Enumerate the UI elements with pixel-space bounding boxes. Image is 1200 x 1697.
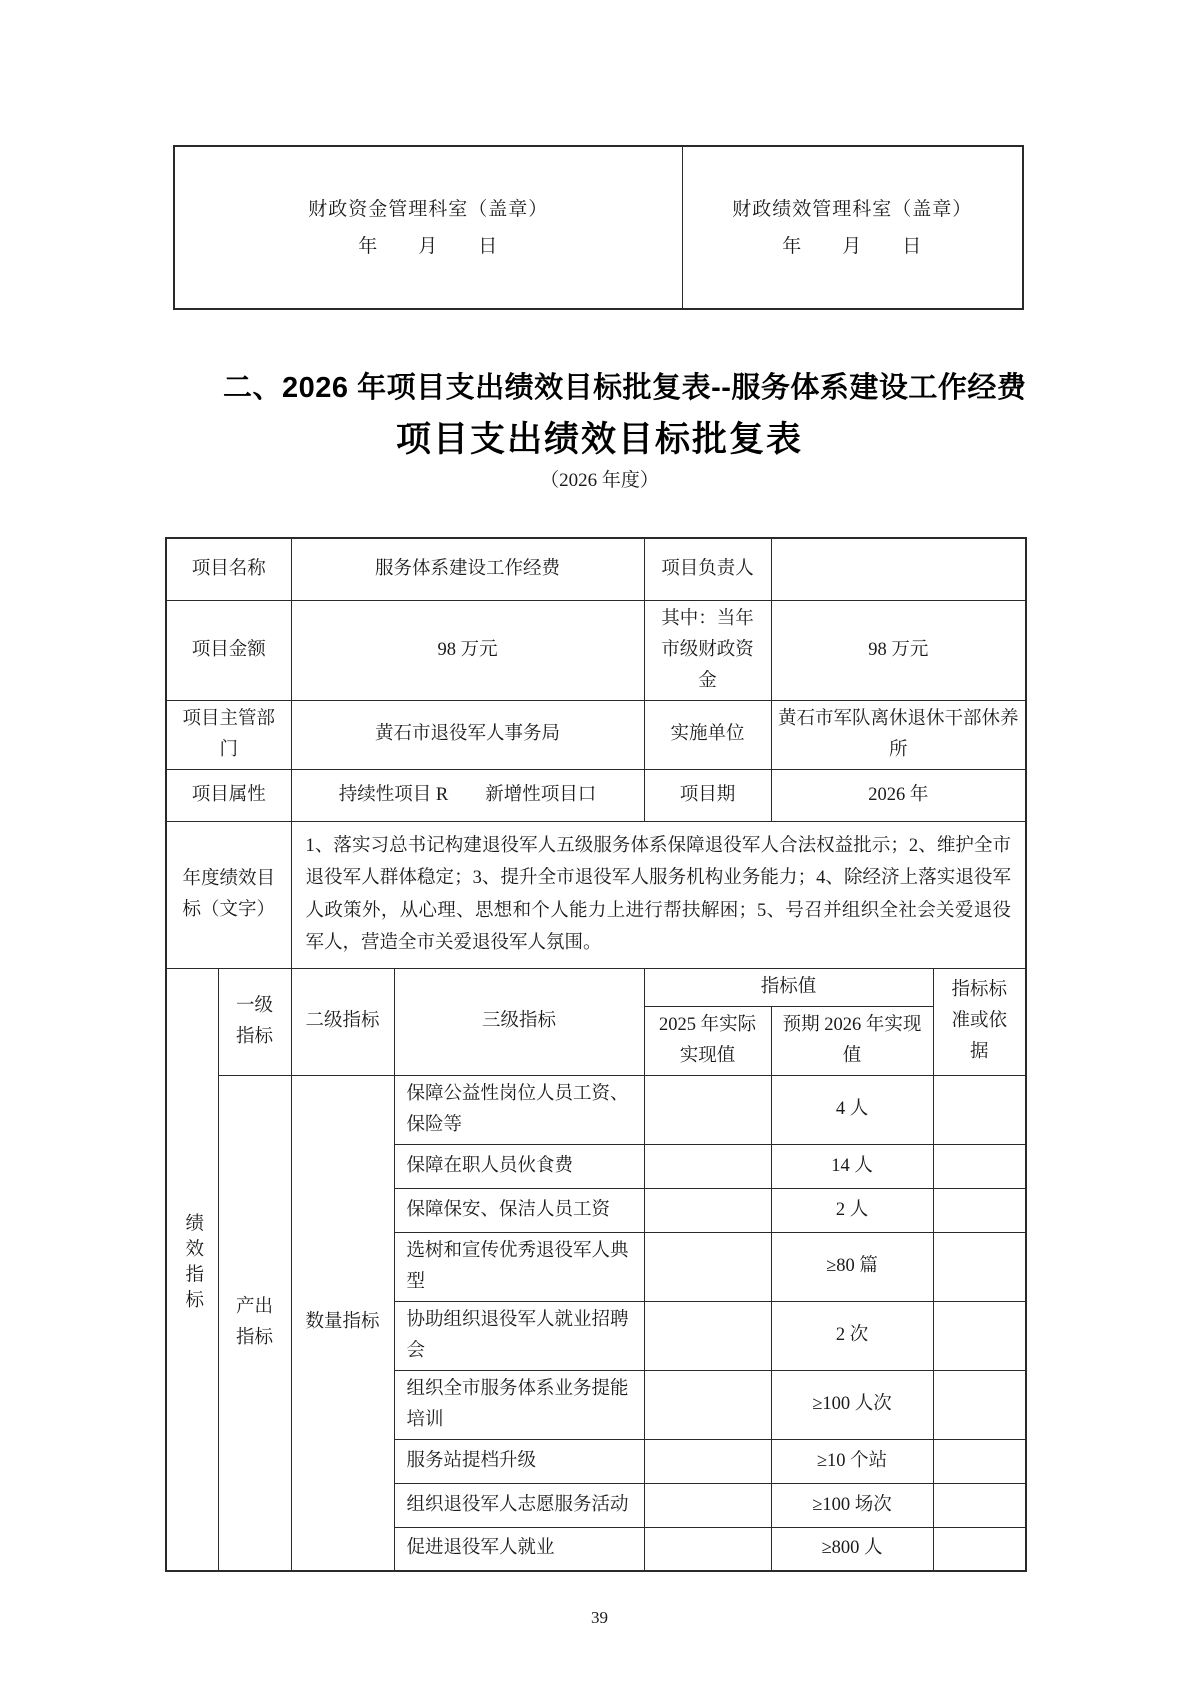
page-title: 项目支出绩效目标批复表 — [395, 420, 803, 459]
indicator-2025 — [644, 1370, 771, 1439]
side-label-performance-indicators: 绩效指标 — [166, 968, 218, 1571]
indicator-2025 — [644, 1232, 771, 1301]
stamp-cell-funds — [174, 146, 682, 309]
indicator-standard — [933, 1527, 1026, 1571]
indicator-name: 选树和宣传优秀退役军人典型 — [394, 1232, 644, 1301]
stamp-cell-performance — [682, 146, 1023, 309]
stamp-date-performance: 年 月 日 — [782, 235, 923, 257]
label-supervising-dept: 项目主管部门 — [166, 700, 291, 769]
header-2025-actual: 2025 年实际实现值 — [644, 1006, 771, 1075]
stamp-date-funds: 年 月 日 — [358, 235, 499, 257]
label-project-period: 项目期 — [644, 769, 771, 821]
table-header-row — [166, 968, 1026, 1006]
indicator-2025 — [644, 1483, 771, 1527]
indicator-name: 协助组织退役军人就业招聘会 — [394, 1301, 644, 1370]
table-row — [166, 821, 1026, 968]
indicator-2025 — [644, 1301, 771, 1370]
indicator-name: 保障在职人员伙食费 — [394, 1144, 644, 1188]
value-city-funds: 98 万元 — [771, 600, 1026, 700]
indicator-name: 促进退役军人就业 — [394, 1527, 644, 1571]
label-project-amount: 项目金额 — [166, 600, 291, 700]
indicator-name: 保障保安、保洁人员工资 — [394, 1188, 644, 1232]
indicator-name: 组织退役军人志愿服务活动 — [394, 1483, 644, 1527]
header-level3: 三级指标 — [394, 968, 644, 1075]
indicator-standard — [933, 1075, 1026, 1144]
header-level2: 二级指标 — [291, 968, 394, 1075]
indicator-standard — [933, 1144, 1026, 1188]
header-standard: 指标标准或依据 — [933, 968, 1026, 1075]
table-row — [166, 700, 1026, 769]
page-subtitle: （2026 年度） — [540, 470, 659, 491]
indicator-standard — [933, 1483, 1026, 1527]
indicator-name: 保障公益性岗位人员工资、保险等 — [394, 1075, 644, 1144]
value-project-amount: 98 万元 — [291, 600, 644, 700]
table-row — [166, 600, 1026, 700]
value-implementing-unit: 黄石市军队离休退休干部休养所 — [771, 700, 1026, 769]
stamp-title-performance: 财政绩效管理科室（盖章） — [732, 198, 973, 220]
indicator-2025 — [644, 1075, 771, 1144]
indicator-standard — [933, 1301, 1026, 1370]
page-number: 39 — [591, 1608, 608, 1627]
indicator-2026: 4 人 — [771, 1075, 933, 1144]
header-indicator-value: 指标值 — [644, 968, 933, 1006]
value-project-attribute: 持续性项目 R 新增性项目口 — [291, 769, 644, 821]
approval-table — [165, 537, 1027, 1572]
level1-output-indicator: 产出指标 — [218, 1075, 291, 1571]
stamp-table — [173, 145, 1024, 310]
label-project-attribute: 项目属性 — [166, 769, 291, 821]
label-project-leader: 项目负责人 — [644, 538, 771, 600]
label-project-name: 项目名称 — [166, 538, 291, 600]
indicator-2026: ≥800 人 — [771, 1527, 933, 1571]
indicator-2026: 14 人 — [771, 1144, 933, 1188]
value-project-leader — [771, 538, 1026, 600]
indicator-standard — [933, 1370, 1026, 1439]
level2-quantity-indicator: 数量指标 — [291, 1075, 394, 1571]
value-annual-goal: 1、落实习总书记构建退役军人五级服务体系保障退役军人合法权益批示；2、维护全市退役军人群体稳定；3、提升全市退役军人服务机构业务能力；4、除经济上落实退役军人政策外，从心理、思想和个人能力上进行帮扶解困；5、号召并组织全社会关爱退役军人，营造全市关爱退役军人氛围。 — [291, 821, 1026, 968]
label-city-funds: 其中：当年市级财政资金 — [644, 600, 771, 700]
value-project-name: 服务体系建设工作经费 — [291, 538, 644, 600]
value-project-period: 2026 年 — [771, 769, 1026, 821]
value-supervising-dept: 黄石市退役军人事务局 — [291, 700, 644, 769]
label-implementing-unit: 实施单位 — [644, 700, 771, 769]
indicator-2025 — [644, 1188, 771, 1232]
indicator-standard — [933, 1188, 1026, 1232]
indicator-2026: ≥80 篇 — [771, 1232, 933, 1301]
indicator-2026: ≥10 个站 — [771, 1439, 933, 1483]
table-row — [166, 769, 1026, 821]
indicator-2026: ≥100 场次 — [771, 1483, 933, 1527]
indicator-2025 — [644, 1144, 771, 1188]
indicator-2025 — [644, 1527, 771, 1571]
indicator-name: 服务站提档升级 — [394, 1439, 644, 1483]
stamp-title-funds: 财政资金管理科室（盖章） — [308, 198, 549, 220]
indicator-row — [166, 1075, 1026, 1144]
label-annual-goal: 年度绩效目标（文字） — [166, 821, 291, 968]
indicator-2026: 2 人 — [771, 1188, 933, 1232]
header-2026-expected: 预期 2026 年实现值 — [771, 1006, 933, 1075]
section-heading: 二、2026 年项目支出绩效目标批复表--服务体系建设工作经费 — [223, 372, 1027, 404]
indicator-2026: 2 次 — [771, 1301, 933, 1370]
indicator-2025 — [644, 1439, 771, 1483]
indicator-name: 组织全市服务体系业务提能培训 — [394, 1370, 644, 1439]
indicator-2026: ≥100 人次 — [771, 1370, 933, 1439]
table-row — [166, 538, 1026, 600]
header-level1: 一级指标 — [218, 968, 291, 1075]
indicator-standard — [933, 1439, 1026, 1483]
indicator-standard — [933, 1232, 1026, 1301]
